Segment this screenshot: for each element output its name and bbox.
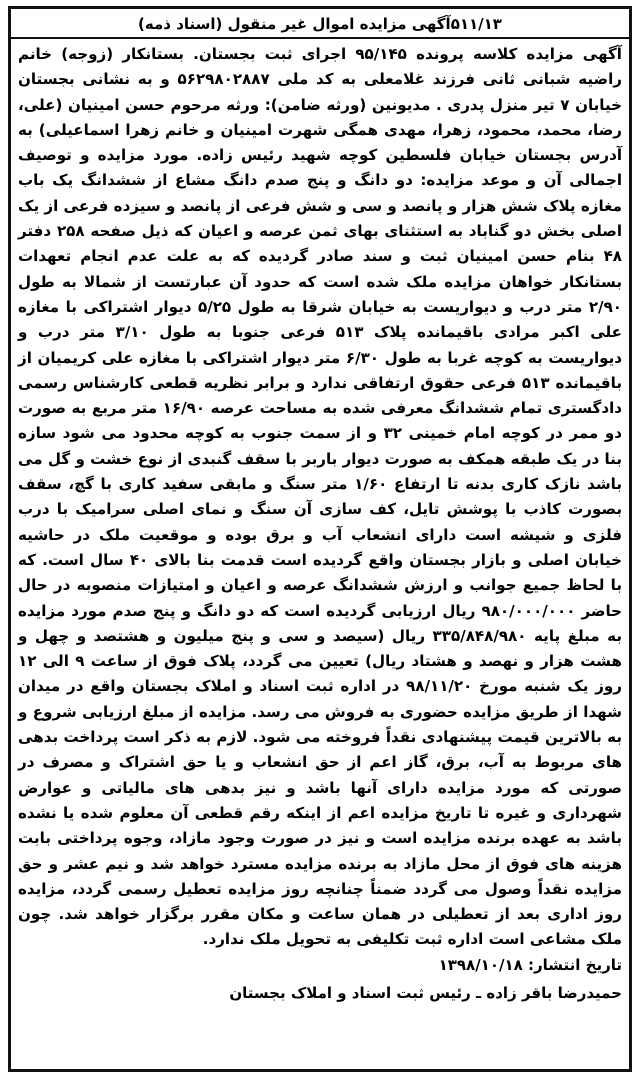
publish-date: تاریخ انتشار: ۱۳۹۸/۱۰/۱۸ <box>438 955 622 974</box>
notice-title: ۵۱۱/۱۳آگهی مزایده اموال غیر منقول (اسناد ذمه) <box>11 9 629 39</box>
signature-line: حمیدرضا باقر زاده ـ رئیس ثبت اسناد و املاک بجستان <box>229 983 622 1002</box>
notice-body: آگهی مزایده کلاسه پرونده ۹۵/۱۴۵ اجرای ثبت بجستان. بستانکار (زوجه) خانم راضیه شبانی ثانی فرزند غلامعلی به کد ملی ۵۶۲۹۸۰۲۸۸۷ و به نشانی بجستان خیابان ۷ تیر منزل پدری . مدیونین (ورثه ضامن): ورثه مرحوم حسن امینیان (علی، رضا، محمد، محمود، زهرا، مهدی همگی شهرت امینیان و خانم زهرا اسماعیلی) به آدرس بجستان خیابان فلسطین کوچه شهید رئیس زاده. مورد مزایده و توصیف اجمالی آن و موعد مزایده: دو دانگ و پنج صدم دانگ مشاع از ششدانگ یک باب مغازه پلاک شش هزار و پانصد و سی و شش فرعی از پانصد و سیزده فرعی از یک اصلی بخش دو گناباد به استثنای بهای ثمن عرصه و اعیان که ذیل صفحه ۲۵۸ دفتر ۴۸ بنام حسن امینیان ثبت و سند صادر گردیده که به علت عدم انجام تعهدات بستانکار خواهان مزایده ملک شده است که حدود آن عبارتست از شمالا به طول ۲/۹۰ متر درب و دیواریست به خیابان شرقا به طول ۵/۲۵ دیوار اشتراکی با مغازه علی اکبر مرادی باقیمانده پلاک ۵۱۳ فرعی جنوبا به طول ۳/۱۰ متر درب و دیواریست به کوچه غربا به طول ۶/۳۰ متر دیوار اشتراکی با مغازه علی کریمیان از باقیمانده ۵۱۳ فرعی حقوق ارتفاقی ندارد و برابر نظریه قطعی کارشناس رسمی دادگستری تمام ششدانگ معرفی شده به مساحت عرصه ۱۶/۹۰ متر مربع به صورت دو ممر در کوچه امام خمینی ۳۲ و از سمت جنوب به کوچه محدود می شود سازه بنا در یک طبقه همکف به صورت دیوار باربر با سقف گنبدی از نوع خشت و گل می باشد نازک کاری بدنه تا ارتفاع ۱/۶۰ متر سنگ و مابقی سفید کاری با گچ، سقف بصورت کاذب با پوشش تایل، کف سازی آن سنگ و نمای اصلی سرامیک با درب فلزی و شیشه است دارای انشعاب آب و برق بوده و موقعیت ملک در حاشیه خیابان اصلی و بازار بجستان واقع گردیده است قدمت بنا بالای ۴۰ سال است. که با لحاظ جمیع جوانب و ارزش ششدانگ عرصه و اعیان و امتیازات منصوبه در حال حاضر ۹۸۰/۰۰۰/۰۰۰ ریال ارزیابی گردیده است که دو دانگ و پنج صدم مورد مزایده به مبلغ پایه ۳۳۵/۸۴۸/۹۸۰ ریال (سیصد و سی و پنج میلیون و هشتصد و چهل و هشت هزار و نهصد و هشتاد ریال) تعیین می گردد، پلاک فوق از ساعت ۹ الی ۱۲ روز یک شنبه مورخ ۹۸/۱۱/۲۰ در اداره ثبت اسناد و املاک بجستان واقع در میدان شهدا از طریق مزایده حضوری به فروش می رسد. مزایده از مبلغ ارزیابی شروع و به بالاترین قیمت پیشنهادی نقداً فروخته می شود. لازم به ذکر است پرداخت بدهی های مربوط به آب، برق، گاز اعم از حق انشعاب و یا حق اشتراک و مصرف در صورتی که مورد مزایده دارای آنها باشد و نیز بدهی های مالیاتی و عوارض شهرداری و غیره تا تاریخ مزایده اعم از اینکه رقم قطعی آن معلوم شده یا نشده باشد به عهده برنده مزایده است و نیز در صورت وجود مازاد، وجوه پرداختی بابت هزینه های فوق از محل مازاد به برنده مزایده مسترد خواهد شد و نیم عشر و حق مزایده نقداً وصول می گردد ضمناً چنانچه روز مزایده تعطیل رسمی گردد، مزایده روز اداری بعد از تعطیلی در همان ساعت و مکان مقرر برگزار خواهد شد. چون ملک مشاعی است اداره ثبت تکلیفی به تحویل ملک ندارد. <box>18 45 623 949</box>
notice-frame <box>8 6 632 1072</box>
